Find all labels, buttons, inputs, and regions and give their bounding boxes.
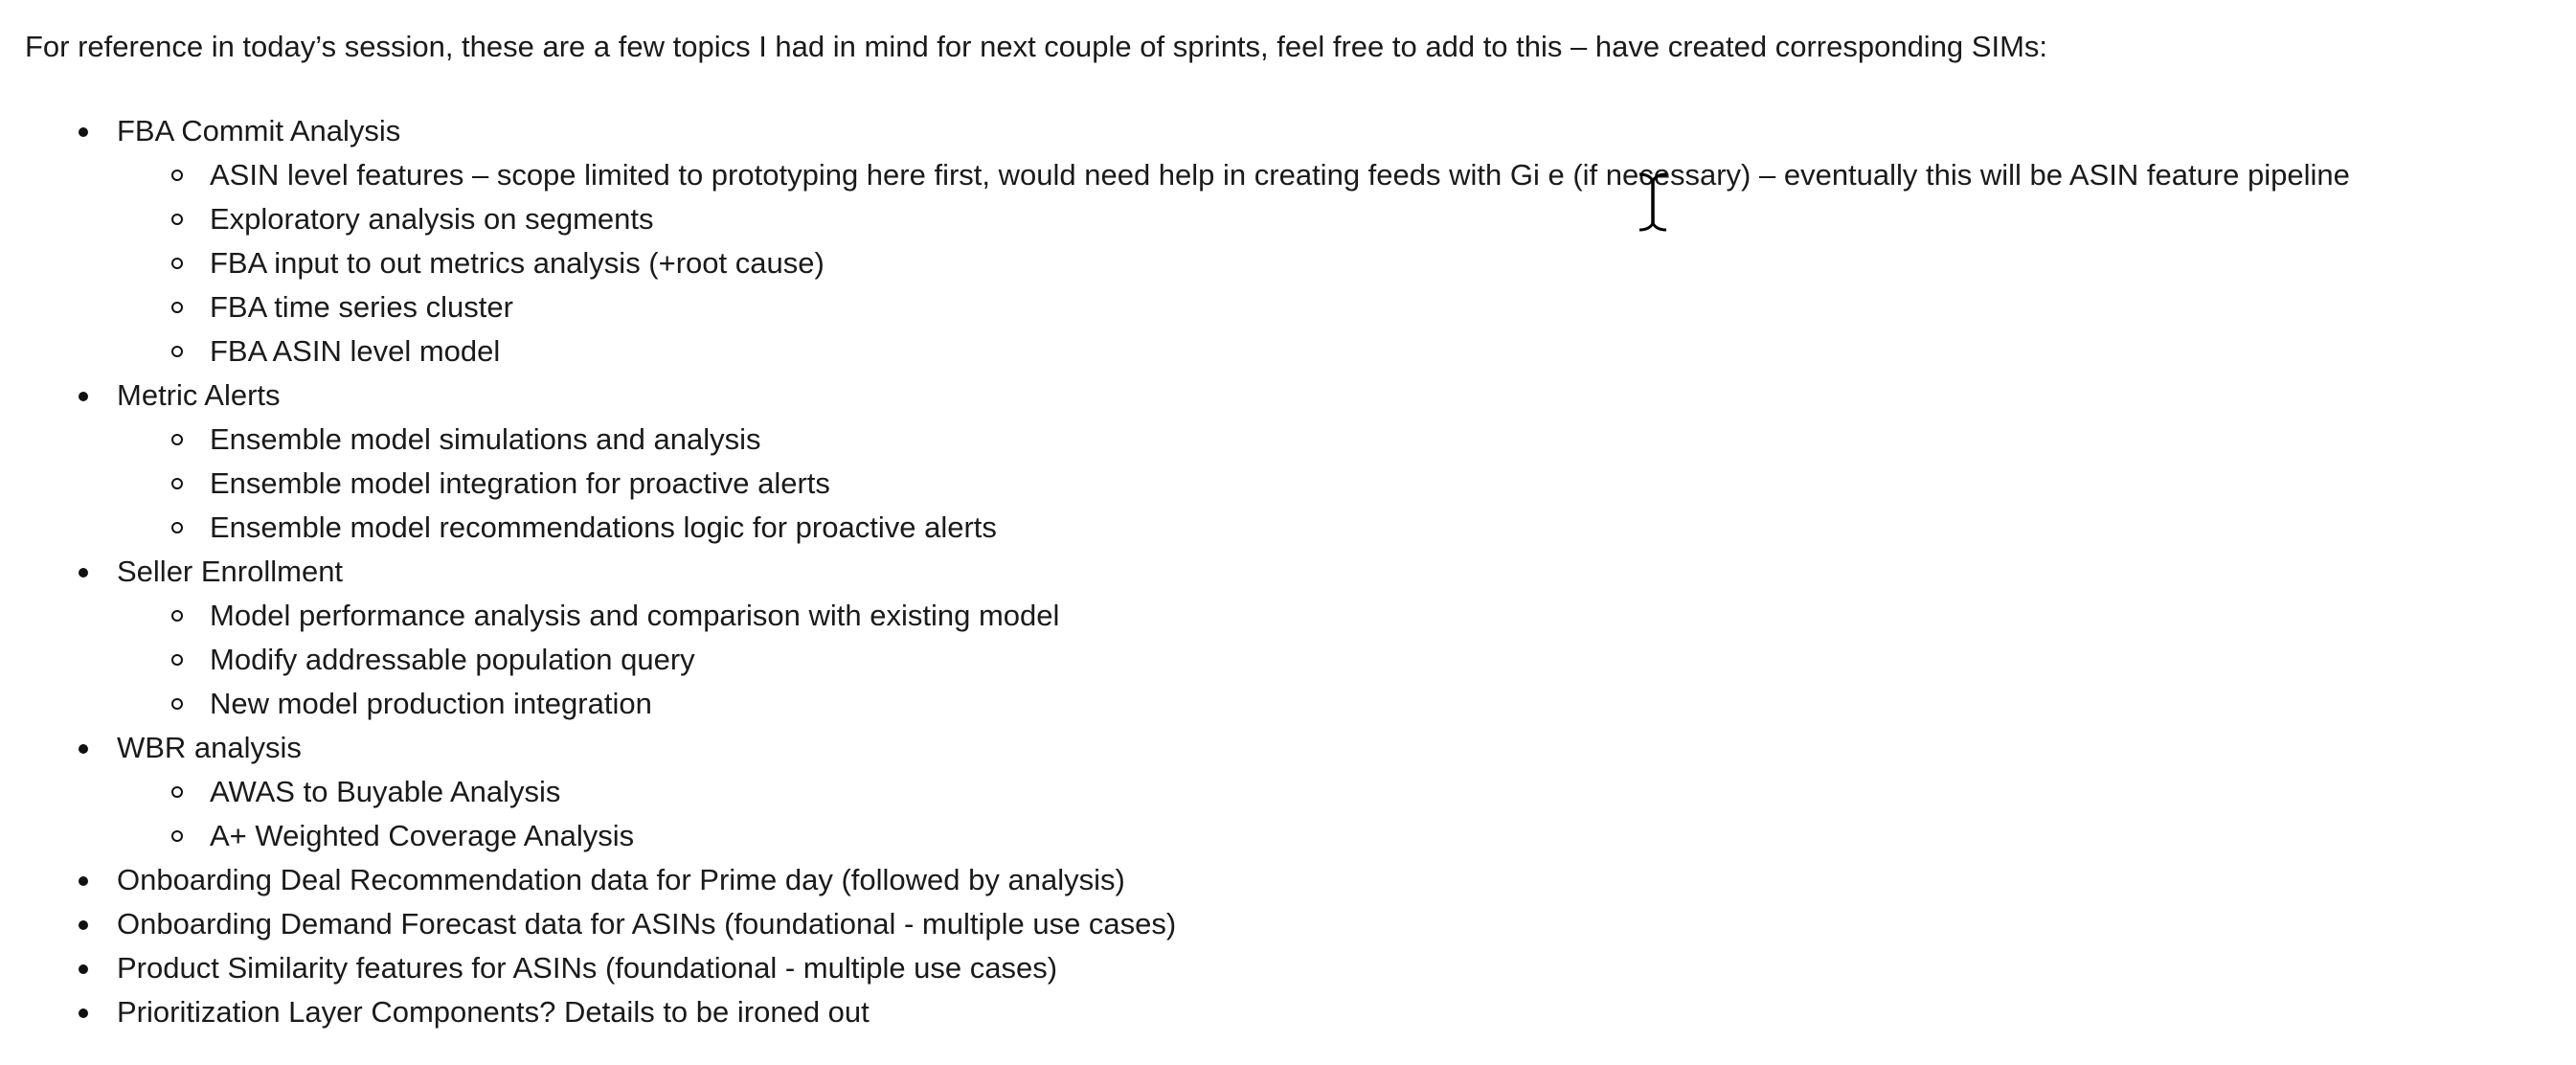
subtopic-label: A+ Weighted Coverage Analysis (210, 819, 635, 852)
topic-label: Onboarding Deal Recommendation data for Prime day (followed by analysis) (117, 863, 1125, 896)
list-item[interactable] (0, 329, 2350, 374)
list-item[interactable] (0, 506, 2350, 550)
bullet-icon (79, 920, 88, 930)
hollow-bullet-icon (171, 654, 183, 666)
list-item[interactable] (0, 814, 2350, 858)
subtopic-label: FBA ASIN level model (210, 334, 501, 368)
bullet-icon (79, 392, 88, 401)
subtopic-label: AWAS to Buyable Analysis (210, 775, 561, 808)
subtopic-label: FBA time series cluster (210, 290, 513, 324)
topic-label: Metric Alerts (117, 378, 281, 412)
bullet-icon (79, 568, 88, 578)
topic-label: FBA Commit Analysis (117, 114, 401, 147)
hollow-bullet-icon (171, 214, 183, 225)
list-item[interactable] (0, 374, 2350, 550)
topic-label: Onboarding Demand Forecast data for ASINs (foundational - multiple use cases) (117, 907, 1177, 940)
list-item[interactable] (0, 109, 2350, 374)
list-item[interactable] (0, 197, 2350, 241)
list-item[interactable] (0, 153, 2350, 197)
hollow-bullet-icon (171, 434, 183, 445)
hollow-bullet-icon (171, 610, 183, 622)
sub-list (117, 153, 2350, 374)
sub-list (117, 594, 2350, 726)
list-item[interactable] (0, 902, 2350, 946)
list-item[interactable] (0, 990, 2350, 1034)
bullet-icon (79, 127, 88, 137)
topic-row (117, 902, 2350, 946)
topic-row (117, 946, 2350, 990)
list-item[interactable] (0, 550, 2350, 726)
topic-row (117, 990, 2350, 1034)
list-item[interactable] (0, 946, 2350, 990)
hollow-bullet-icon (171, 346, 183, 357)
list-item[interactable] (0, 462, 2350, 506)
hollow-bullet-icon (171, 698, 183, 710)
hollow-bullet-icon (171, 170, 183, 181)
list-item[interactable] (0, 682, 2350, 726)
list-item[interactable] (0, 638, 2350, 682)
sub-list (117, 418, 2350, 550)
subtopic-label: FBA input to out metrics analysis (+root cause) (210, 246, 825, 280)
subtopic-label: Ensemble model integration for proactive alerts (210, 466, 830, 500)
topic-row (117, 726, 2350, 770)
hollow-bullet-icon (171, 522, 183, 533)
hollow-bullet-icon (171, 258, 183, 269)
bullet-icon (79, 876, 88, 886)
topic-label: Seller Enrollment (117, 555, 344, 588)
intro-paragraph[interactable]: For reference in today’s session, these are a few topics I had in mind for next couple of sprints, feel free to add to this – have created corresponding SIMs: (25, 30, 2048, 63)
topic-row (117, 550, 2350, 594)
topic-row (117, 109, 2350, 153)
subtopic-label: Ensemble model simulations and analysis (210, 422, 761, 456)
list-item[interactable] (0, 726, 2350, 858)
topic-label: Product Similarity features for ASINs (foundational - multiple use cases) (117, 951, 1058, 985)
list-item[interactable] (0, 418, 2350, 462)
hollow-bullet-icon (171, 830, 183, 842)
subtopic-label: New model production integration (210, 687, 652, 720)
list-item[interactable] (0, 858, 2350, 902)
bullet-icon (79, 1008, 88, 1018)
hollow-bullet-icon (171, 302, 183, 313)
subtopic-label: Exploratory analysis on segments (210, 202, 654, 236)
topic-list (0, 109, 2350, 1034)
list-item[interactable] (0, 770, 2350, 814)
hollow-bullet-icon (171, 786, 183, 798)
list-item[interactable] (0, 594, 2350, 638)
subtopic-label: Modify addressable population query (210, 643, 695, 676)
topic-label: WBR analysis (117, 731, 302, 764)
list-item[interactable] (0, 285, 2350, 329)
subtopic-label: Ensemble model recommendations logic for proactive alerts (210, 510, 997, 544)
hollow-bullet-icon (171, 478, 183, 489)
list-item[interactable] (0, 241, 2350, 285)
subtopic-label: Model performance analysis and comparison with existing model (210, 599, 1060, 632)
subtopic-label: ASIN level features – scope limited to prototyping here first, would need help in creating feeds with Gi e (if necessary) – eventually this will be ASIN feature pipeline (210, 158, 2350, 192)
text-cursor-icon (1634, 169, 1672, 236)
topic-label: Prioritization Layer Components? Details to be ironed out (117, 995, 870, 1029)
bullet-icon (79, 744, 88, 754)
sub-list (117, 770, 2350, 858)
topic-row (117, 374, 2350, 418)
topic-row (117, 858, 2350, 902)
bullet-icon (79, 964, 88, 974)
